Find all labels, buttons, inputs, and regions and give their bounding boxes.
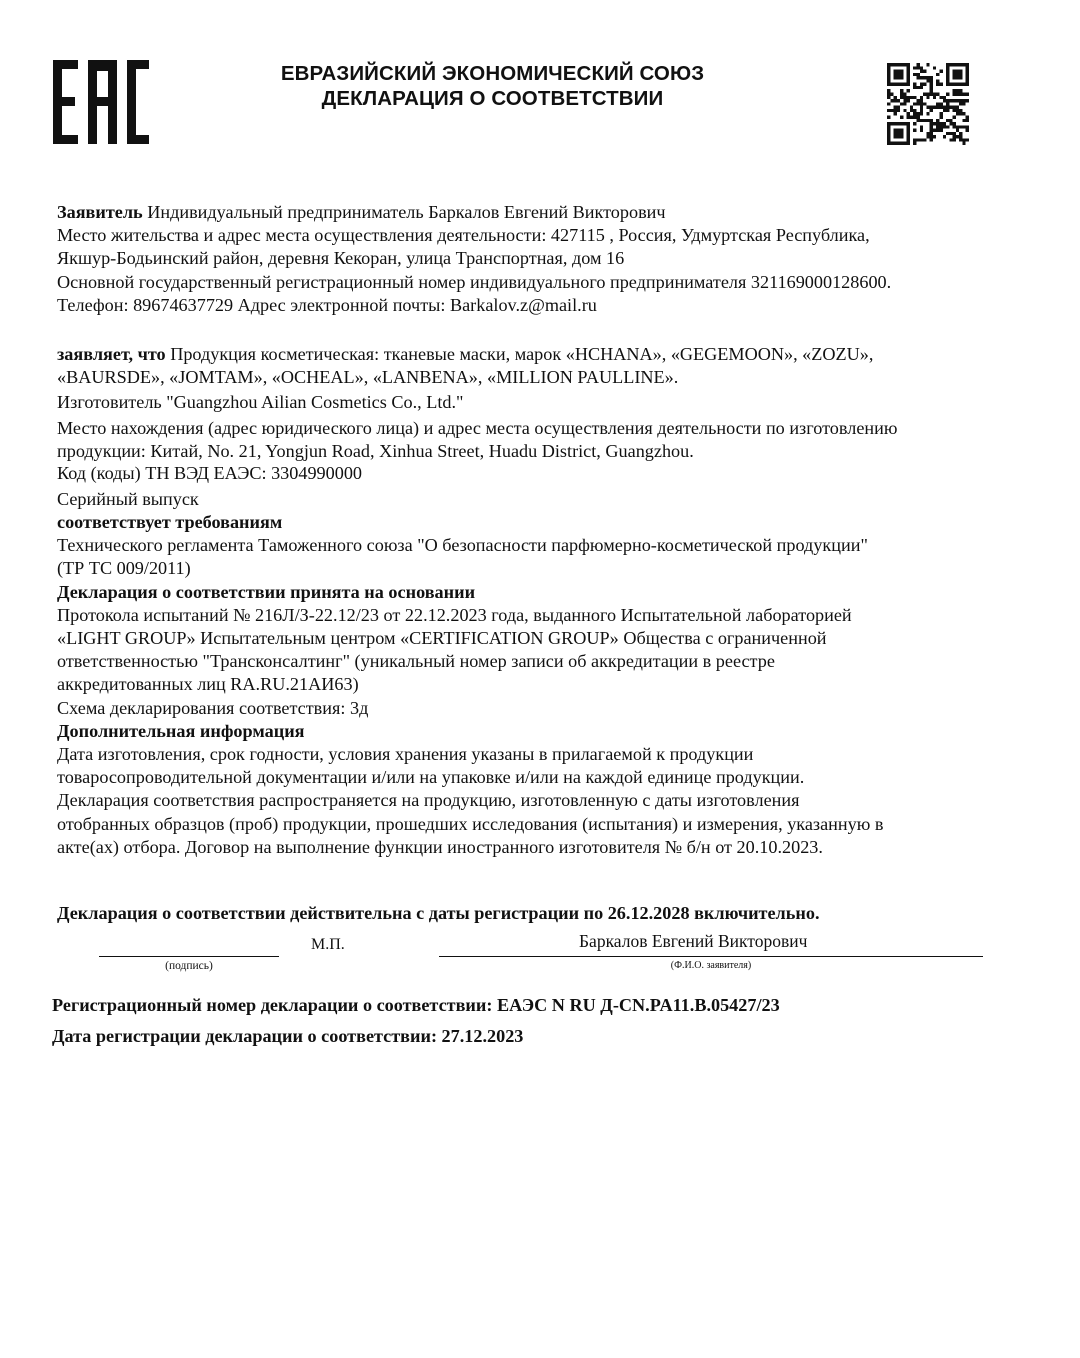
document-title (240, 61, 745, 111)
validity-statement: Декларация о соответствии действительна с даты регистрации по 26.12.2028 включительно. (57, 903, 820, 923)
declares-section (57, 343, 1047, 463)
stamp-label: М.П. (311, 936, 345, 953)
union-title: ЕВРАЗИЙСКИЙ ЭКОНОМИЧЕСКИЙ СОЮЗ (280, 62, 705, 85)
product-brands: «BAURSDE», «JOMTAM», «OCHEAL», «LANBENA», «MILLION PAULLINE». (57, 367, 679, 388)
product-description: Продукция косметическая: тканевые маски, марок «HCHANA», «GEGEMOON», «ZOZU», (165, 344, 874, 364)
additional-text: Дата изготовления, срок годности, условия хранения указаны в прилагаемой к продукции (57, 743, 754, 764)
basis-text: аккредитованных лиц RA.RU.21АИ63) (57, 674, 359, 695)
basis-text: Протокола испытаний № 216Л/З-22.12/23 от 22.12.2023 года, выданного Испытательной лабораторией (57, 604, 852, 625)
additional-heading: Дополнительная информация (57, 720, 305, 741)
declaration-title: ДЕКЛАРАЦИЯ О СООТВЕТСТВИИ (321, 87, 664, 110)
regulation-text: Технического регламента Таможенного союза "О безопасности парфюмерно-косметической продукции" (57, 535, 868, 556)
applicant-address-line: Место жительства и адрес места осуществления деятельности: 427115 , Россия, Удмуртская Республика, (57, 225, 870, 246)
additional-text: акте(ах) отбора. Договор на выполнение функции иностранного изготовителя № б/н от 20.10.2023. (57, 836, 823, 857)
applicant-ogrnip: Основной государственный регистрационный номер индивидуального предпринимателя 321169000128600. (57, 271, 892, 292)
applicant-label: Заявитель (57, 202, 143, 222)
additional-text: товаросопроводительной документации и/или на упаковке и/или на каждой единице продукции. (57, 767, 805, 788)
manufacturer-location: продукции: Китай, No. 21, Yongjun Road, Xinhua Street, Huadu District, Guangzhou. (57, 440, 694, 461)
registration-date: Дата регистрации декларации о соответствии: 27.12.2023 (52, 1026, 524, 1046)
signer-name-caption: (Ф.И.О. заявителя) (670, 960, 752, 971)
declares-label: заявляет, что (57, 344, 166, 364)
manufacturer: Изготовитель "Guangzhou Ailian Cosmetics Co., Ltd." (57, 392, 464, 413)
basis-text: ответственностью "Трансконсалтинг" (уникальный номер записи об аккредитации в реестре (57, 651, 775, 672)
applicant-address-line: Якшур-Бодьинский район, деревня Кекоран, улица Транспортная, дом 16 (57, 248, 625, 269)
applicant-section (57, 201, 1047, 317)
additional-text: Декларация соответствия распространяется на продукцию, изготовленную с даты изготовления (57, 790, 800, 811)
tn-ved-code: Код (коды) ТН ВЭД ЕАЭС: 3304990000 (57, 463, 363, 483)
eac-logo (50, 58, 152, 146)
conformity-heading: соответствует требованиям (57, 511, 283, 532)
signer-name: Баркалов Евгений Викторович (579, 931, 808, 951)
registration-number: Регистрационный номер декларации о соответствии: ЕАЭС N RU Д-CN.PA11.B.05427/23 (52, 995, 780, 1015)
basis-heading: Декларация о соответствии принята на основании (57, 581, 476, 602)
declaration-body (57, 462, 1047, 859)
regulation-text: (ТР ТС 009/2011) (57, 558, 191, 579)
declaration-scheme: Схема декларирования соответствия: 3д (57, 697, 369, 718)
manufacturer-location: Место нахождения (адрес юридического лица) и адрес места осуществления деятельности по изготовлению (57, 417, 898, 438)
release-type: Серийный выпуск (57, 488, 199, 509)
basis-text: «LIGHT GROUP» Испытательным центром «CERTIFICATION GROUP» Общества с ограниченной (57, 627, 827, 648)
additional-text: отобранных образцов (проб) продукции, прошедших исследования (испытания) и измерения, указанную в (57, 813, 884, 834)
signature-caption: (подпись) (165, 960, 213, 972)
signature-line (99, 956, 279, 957)
applicant-name: Индивидуальный предприниматель Баркалов Евгений Викторович (142, 202, 666, 222)
qr-code-icon (887, 63, 969, 145)
signer-name-line (439, 956, 983, 957)
applicant-contacts: Телефон: 89674637729 Адрес электронной почты: Barkalov.z@mail.ru (57, 294, 597, 315)
